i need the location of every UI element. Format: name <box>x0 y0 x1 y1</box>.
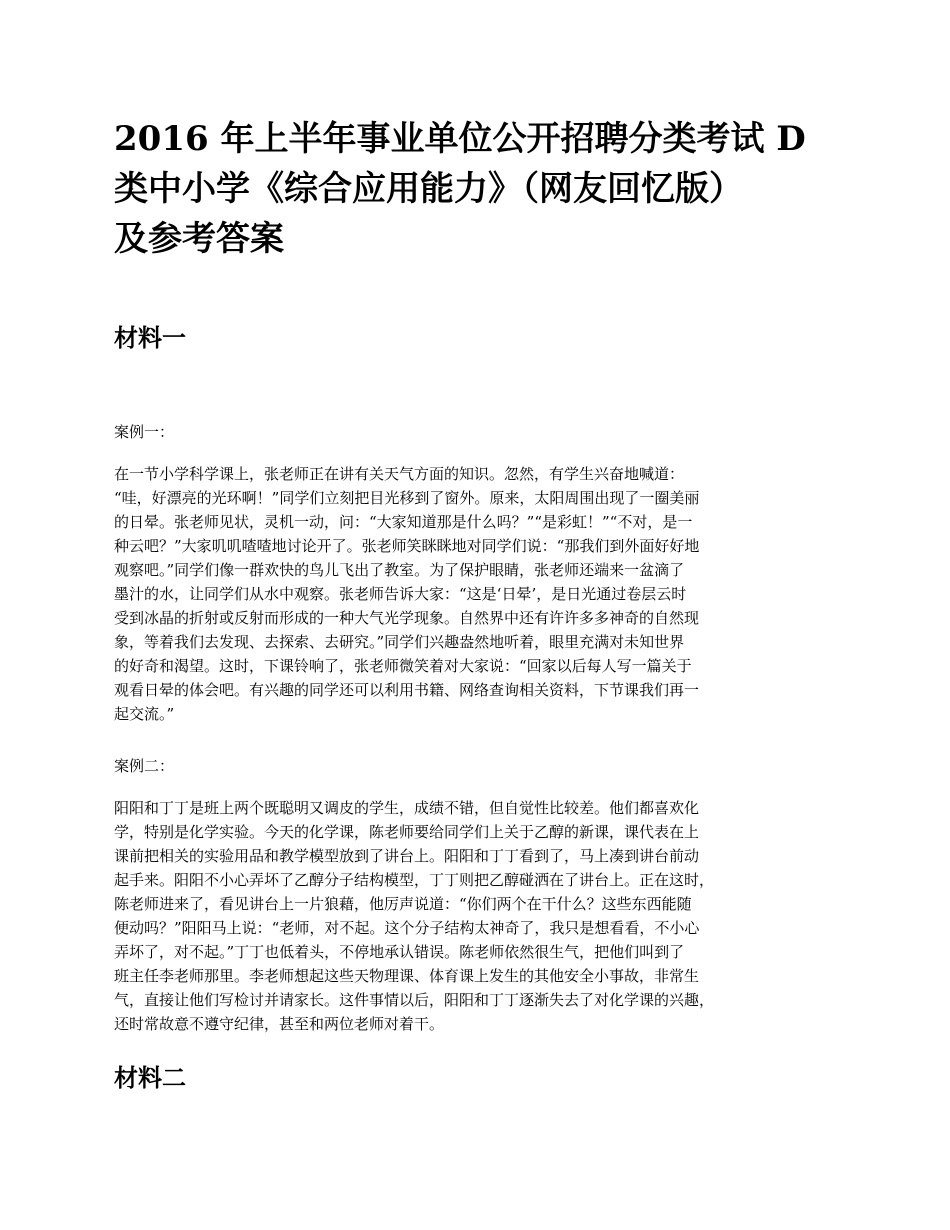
paragraph-line: 观察吧。”同学们像一群欢快的鸟儿飞出了教室。为了保护眼睛，张老师还端来一盆滴了 <box>114 561 685 579</box>
document-title <box>114 114 854 264</box>
paragraph-line: 便动吗？”阳阳马上说：“老师，对不起。这个分子结构太神奇了，我只是想看看，不小心 <box>114 919 700 937</box>
paragraph-line: 的日晕。张老师见状，灵机一动，问：“大家知道那是什么吗？”“是彩虹！”“不对，是一 <box>114 513 693 531</box>
paragraph-line: 陈老师进来了，看见讲台上一片狼藉，他厉声说道：“你们两个在干什么？这些东西能随 <box>114 895 692 913</box>
paragraph-line: 象，等着我们去发现、去探索、去研究。”同学们兴趣盎然地听着，眼里充满对未知世界 <box>114 633 685 651</box>
paragraph-line: 阳阳和丁丁是班上两个既聪明又调皮的学生，成绩不错，但自觉性比较差。他们都喜欢化 <box>114 799 700 817</box>
section-heading-material-2: 材料二 <box>114 1063 186 1092</box>
paragraph-line: 受到冰晶的折射或反射而形成的一种大气光学现象。自然界中还有许许多多神奇的自然现 <box>114 609 700 627</box>
case-2-paragraph <box>114 796 854 1036</box>
paragraph-line: 起手来。阳阳不小心弄坏了乙醇分子结构模型，丁丁则把乙醇碰洒在了讲台上。正在这时， <box>114 871 715 889</box>
paragraph-line: 弄坏了，对不起。”丁丁也低着头，不停地承认错误。陈老师依然很生气，把他们叫到了 <box>114 943 685 961</box>
paragraph-line: 气，直接让他们写检讨并请家长。这件事情以后，阳阳和丁丁逐渐失去了对化学课的兴趣， <box>114 991 715 1009</box>
case-1-paragraph <box>114 462 854 726</box>
paragraph-line: 还时常故意不遵守纪律，甚至和两位老师对着干。 <box>114 1015 445 1033</box>
paragraph-line: 学，特别是化学实验。今天的化学课，陈老师要给同学们上关于乙醇的新课，课代表在上 <box>114 823 700 841</box>
paragraph-line: 课前把相关的实验用品和教学模型放到了讲台上。阳阳和丁丁看到了，马上凑到讲台前动 <box>114 847 700 865</box>
title-line: 及参考答案 <box>114 219 284 259</box>
paragraph-line: 的好奇和渴望。这时，下课铃响了，张老师微笑着对大家说：“回家以后每人写一篇关于 <box>114 657 692 675</box>
paragraph-line: 观看日晕的体会吧。有兴趣的同学还可以利用书籍、网络查询相关资料，下节课我们再一 <box>114 681 700 699</box>
paragraph-line: “哇，好漂亮的光环啊！”同学们立刻把目光移到了窗外。原来，太阳周围出现了一圈美丽 <box>114 489 700 507</box>
case-2-label: 案例二： <box>114 757 175 775</box>
paragraph-line: 在一节小学科学课上，张老师正在讲有关天气方面的知识。忽然，有学生兴奋地喊道： <box>114 465 685 483</box>
paragraph-line: 墨汁的水，让同学们从水中观察。张老师告诉大家：“这是‘日晕’，是日光通过卷层云时 <box>114 585 687 603</box>
title-line: 2016 年上半年事业单位公开招聘分类考试 D <box>114 119 806 159</box>
paragraph-line: 起交流。” <box>114 705 175 723</box>
section-heading-material-1: 材料一 <box>114 323 186 352</box>
paragraph-line: 班主任李老师那里。李老师想起这些天物理课、体育课上发生的其他安全小事故，非常生 <box>114 967 700 985</box>
case-1-label: 案例一： <box>114 423 175 441</box>
title-line: 类中小学《综合应用能力》（网友回忆版） <box>114 169 743 209</box>
paragraph-line: 种云吧？”大家叽叽喳喳地讨论开了。张老师笑眯眯地对同学们说：“那我们到外面好好地 <box>114 537 700 555</box>
